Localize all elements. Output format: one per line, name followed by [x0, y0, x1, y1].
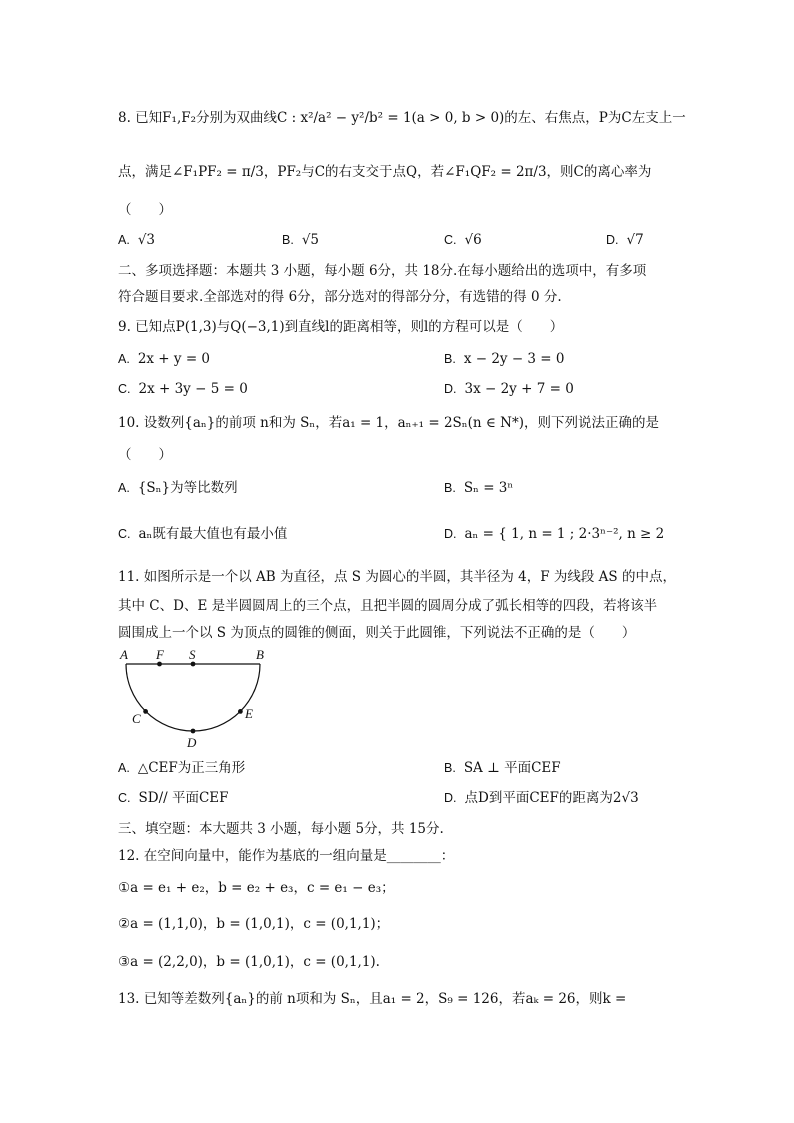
- option-text: aₙ = { 1, n = 1 ; 2·3ⁿ⁻², n ≥ 2: [464, 526, 665, 542]
- q11-line-2: 其中 C、D、E 是半圆圆周上的三个点，且把半圆的圆周分成了弧长相等的四段，若将该半: [118, 598, 658, 614]
- q8-option-a: [118, 231, 155, 249]
- q11-option-b: [444, 759, 561, 777]
- q8-option-d: [606, 231, 644, 249]
- q11-line-1: 11. 如图所示是一个以 AB 为直径，点 S 为圆心的半圆，其半径为 4，F 为线段 AS 的中点，: [118, 569, 676, 585]
- section2-line-1: 二、多项选择题：本题共 3 小题，每小题 6分，共 18分.在每小题给出的选项中，有多项: [118, 263, 647, 279]
- option-text: √6: [464, 232, 482, 248]
- option-text: x − 2y − 3 = 0: [463, 351, 565, 367]
- option-tag: A.: [118, 481, 130, 495]
- point-c-dot: [143, 709, 148, 714]
- q13-stem: 13. 已知等差数列{aₙ}的前 n项和为 Sₙ，且a₁ = 2，S₉ = 126，若aₖ = 26，则k =: [118, 991, 627, 1007]
- q11-line-3: 圆围成上一个以 S 为顶点的圆锥的侧面，则关于此圆锥，下列说法不正确的是（ ）: [118, 625, 636, 641]
- q8-line-1: 8. 已知F₁,F₂分别为双曲线C : x²/a² − y²/b² = 1(a > 0, b > 0)的左、右焦点，P为C左支上一: [118, 110, 686, 126]
- semicircle-arc: [126, 664, 260, 731]
- q12-item-3: ③a = (2,2,0)，b = (1,0,1)，c = (0,1,1).: [118, 954, 380, 970]
- option-text: √5: [301, 232, 320, 248]
- point-s-dot: [191, 662, 196, 667]
- q10-option-c: [118, 525, 287, 543]
- q9-option-a: [118, 350, 210, 368]
- label-b: B: [256, 648, 264, 662]
- q11-option-d: [444, 789, 639, 807]
- q8-paren: （ ）: [118, 202, 172, 218]
- label-c: C: [132, 711, 141, 726]
- point-e-dot: [238, 709, 243, 714]
- q8-line-2: 点，满足∠F₁PF₂ = π/3，PF₂与C的右支交于点Q，若∠F₁QF₂ = 2π/3，则C的离心率为: [118, 164, 652, 180]
- section2-line-2: 符合题目要求.全部选对的得 6分，部分选对的得部分分，有选错的得 0 分.: [118, 289, 562, 305]
- q9-option-d: [444, 380, 574, 398]
- option-tag: D.: [444, 382, 457, 396]
- option-text: 2x + 3y − 5 = 0: [138, 381, 248, 397]
- q10-paren: （ ）: [118, 447, 172, 463]
- option-text: 点D到平面CEF的距离为2√3: [464, 790, 639, 806]
- q10-option-d: [444, 525, 664, 543]
- option-tag: B.: [282, 233, 294, 247]
- q9-option-b: [444, 350, 565, 368]
- label-f: F: [156, 648, 164, 662]
- option-tag: C.: [444, 233, 457, 247]
- option-text: Sₙ = 3ⁿ: [463, 480, 514, 496]
- label-s: S: [189, 648, 196, 662]
- option-tag: A.: [118, 352, 130, 366]
- option-tag: B.: [444, 481, 456, 495]
- option-tag: D.: [444, 791, 457, 805]
- option-text: {Sₙ}为等比数列: [137, 480, 238, 496]
- section3-line-1: 三、填空题：本大题共 3 小题，每小题 5分，共 15分.: [118, 821, 444, 837]
- q12-item-2: ②a = (1,1,0)，b = (1,0,1)，c = (0,1,1)；: [118, 916, 390, 932]
- option-tag: C.: [118, 382, 131, 396]
- q10-option-b: [444, 479, 513, 497]
- option-text: △CEF为正三角形: [137, 760, 246, 776]
- option-text: SD// 平面CEF: [138, 790, 229, 806]
- q11-option-a: [118, 759, 245, 777]
- option-text: SA ⊥ 平面CEF: [463, 760, 561, 776]
- label-d: D: [187, 735, 197, 750]
- q9-stem: 9. 已知点P(1,3)与Q(−3,1)到直线l的距离相等，则l的方程可以是（ ）: [118, 319, 564, 335]
- q11-option-c: [118, 789, 229, 807]
- option-text: √3: [137, 232, 156, 248]
- q12-stem: 12. 在空间向量中，能作为基底的一组向量是________：: [118, 848, 455, 864]
- point-d-dot: [191, 729, 196, 734]
- option-tag: A.: [118, 761, 130, 775]
- q8-option-c: [444, 231, 482, 249]
- option-text: aₙ既有最大值也有最小值: [138, 526, 288, 542]
- option-tag: D.: [606, 233, 619, 247]
- option-text: 2x + y = 0: [137, 351, 211, 367]
- option-tag: D.: [444, 527, 457, 541]
- option-tag: B.: [444, 761, 456, 775]
- q10-stem: 10. 设数列{aₙ}的前项 n和为 Sₙ，若a₁ = 1，aₙ₊₁ = 2Sₙ(n ∈ N*)，则下列说法正确的是: [118, 415, 660, 431]
- option-text: 3x − 2y + 7 = 0: [464, 381, 574, 397]
- label-a: A: [120, 648, 128, 662]
- q10-option-a: [118, 479, 238, 497]
- q8-option-b: [282, 231, 319, 249]
- semicircle-diagram: [116, 648, 276, 753]
- q9-option-c: [118, 380, 248, 398]
- label-e: E: [245, 706, 253, 721]
- option-text: √7: [626, 232, 644, 248]
- q12-item-1: ①a = e₁ + e₂，b = e₂ + e₃，c = e₁ − e₃；: [118, 880, 395, 896]
- point-f-dot: [157, 662, 162, 667]
- option-tag: C.: [118, 791, 131, 805]
- option-tag: A.: [118, 233, 130, 247]
- option-tag: B.: [444, 352, 456, 366]
- option-tag: C.: [118, 527, 131, 541]
